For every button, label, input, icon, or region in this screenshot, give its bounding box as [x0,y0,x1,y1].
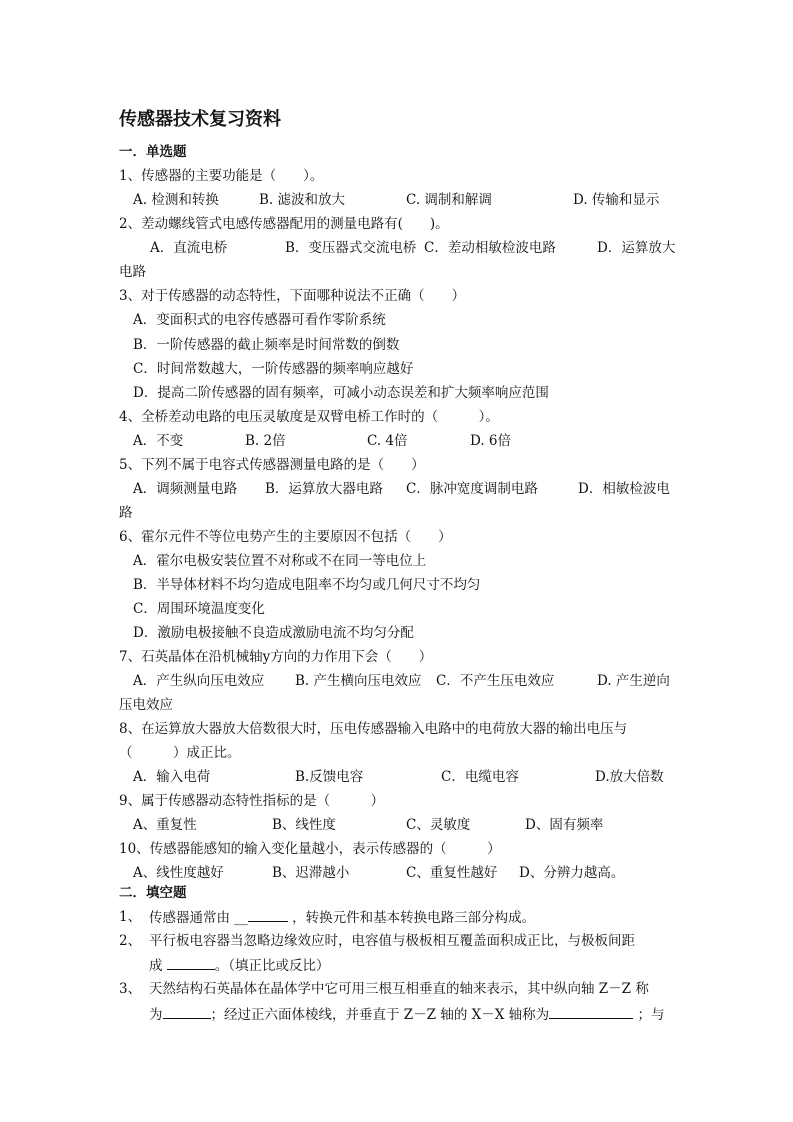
q6-option-b: B．半导体材料不均匀造成电阻率不均匀或几何尺寸不均匀 [133,577,481,593]
q2-option-a: A．直流电桥 [150,240,228,256]
fill-3-blank-2[interactable] [549,1004,633,1019]
q5-option-a: A．调频测量电路 [133,481,238,497]
fill-3-text-continued [149,1004,664,1024]
question-8-continued: （ ）成正比。 [119,745,241,761]
q7-option-a: A．产生纵向压电效应 [133,673,265,689]
q4-option-a: A．不变 [133,433,184,449]
q6-option-d: D．激励电极接触不良造成激励电流不均匀分配 [133,625,414,641]
question-9: 9、属于传感器动态特性指标的是（ ） [119,793,385,809]
q1-option-b: B. 滤波和放大 [259,192,346,208]
q10-option-c: C、重复性越好 [406,865,498,881]
fill-1-number: 1、 [119,909,142,925]
q1-option-c: C. 调制和解调 [406,192,492,208]
q10-option-b: B、迟滞越小 [272,865,350,881]
question-7: 7、石英晶体在沿机械轴y方向的力作用下会（ ） [119,649,433,665]
q3-option-a: A．变面积式的电容传感器可看作零阶系统 [133,312,386,328]
question-1: 1、传感器的主要功能是（ ）。 [119,168,324,184]
question-4: 4、全桥差动电路的电压灵敏度是双臂电桥工作时的（ ）。 [119,409,499,425]
q5-option-d-continued: 路 [119,505,133,521]
q9-option-d: D、固有频率 [525,817,604,833]
section-heading-single-choice: 一．单选题 [119,144,187,160]
fill-2-suffix: 。（填正比或反比） [214,958,330,974]
fill-2-number: 2、 [119,933,142,949]
fill-3-prefix: 为 [149,1007,163,1023]
q2-option-b: B．变压器式交流电桥 [285,240,417,256]
q9-option-c: C、灵敏度 [406,817,471,833]
q5-option-c: C．脉冲宽度调制电路 [406,481,538,497]
q6-option-c: C．周围环境温度变化 [133,601,265,617]
q2-option-c: C．差动相敏检波电路 [424,240,556,256]
q8-option-a: A．输入电荷 [133,769,211,785]
q2-option-d: D．运算放大 [597,240,676,256]
q7-option-c: C．不产生压电效应 [436,673,555,689]
fill-1-text [149,907,535,927]
q7-option-d: D. 产生逆向 [597,673,670,689]
q1-option-d: D. 传输和显示 [573,192,660,208]
fill-1-suffix: ，转换元件和基本转换电路三部分构成。 [292,910,536,926]
fill-3-number: 3、 [119,981,142,997]
q10-option-a: A、线性度越好 [133,865,224,881]
question-10: 10、传感器能感知的输入变化量越小，表示传感器的（ ） [119,841,501,857]
q9-option-b: B、线性度 [272,817,336,833]
fill-3-suffix: ；与 [637,1007,665,1023]
q4-option-c: C. 4倍 [367,433,408,449]
fill-3-blank-1[interactable] [163,1004,211,1019]
question-5: 5、下列不属于电容式传感器测量电路的是（ ） [119,457,425,473]
page-title: 传感器技术复习资料 [119,109,281,130]
question-3: 3、对于传感器的动态特性，下面哪种说法不正确（ ） [119,288,466,304]
q8-option-b: B.反馈电容 [295,769,364,785]
fill-3-text: 天然结构石英晶体在晶体学中它可用三根互相垂直的轴来表示，其中纵向轴 Z－Z 称 [149,981,649,997]
fill-2-text: 平行板电容器当忽略边缘效应时，电容值与极板相互覆盖面积成正比，与极板间距 [149,933,635,949]
q5-option-d: D．相敏检波电 [578,481,670,497]
q8-option-c: C．电缆电容 [441,769,519,785]
q4-option-b: B. 2倍 [245,433,286,449]
q7-option-b: B. 产生横向压电效应 [295,673,422,689]
q3-option-c: C．时间常数越大，一阶传感器的频率响应越好 [133,361,414,377]
question-2: 2、差动螺线管式电感传感器配用的测量电路有( )。 [119,216,449,232]
fill-2-text-continued [149,955,330,975]
fill-3-middle: ；经过正六面体棱线，并垂直于 Z－Z 轴的 X－X 轴称为 [210,1007,550,1023]
q9-option-a: A、重复性 [133,817,197,833]
fill-2-blank[interactable] [167,955,215,970]
q6-option-a: A．霍尔电极安装位置不对称或不在同一等电位上 [133,553,427,569]
question-6: 6、霍尔元件不等位电势产生的主要原因不包括（ ） [119,529,452,545]
fill-1-prefix: 传感器通常由 __ [149,910,248,926]
q3-option-b: B．一阶传感器的截止频率是时间常数的倒数 [133,337,400,353]
q4-option-d: D. 6倍 [470,433,512,449]
q8-option-d: D.放大倍数 [595,769,664,785]
q7-option-d-continued: 压电效应 [119,697,173,713]
fill-2-prefix: 成 [149,958,167,974]
q3-option-d: D．提高二阶传感器的固有频率，可减小动态误差和扩大频率响应范围 [133,385,549,401]
question-8: 8、在运算放大器放大倍数很大时，压电传感器输入电路中的电荷放大器的输出电压与 [119,721,628,737]
section-heading-fill-in: 二．填空题 [119,885,187,901]
q1-option-a: A. 检测和转换 [133,192,219,208]
q10-option-d: D、分辨力越高。 [519,865,625,881]
fill-1-blank[interactable] [248,907,288,922]
q2-option-d-continued: 电路 [119,264,146,280]
q5-option-b: B．运算放大器电路 [265,481,383,497]
